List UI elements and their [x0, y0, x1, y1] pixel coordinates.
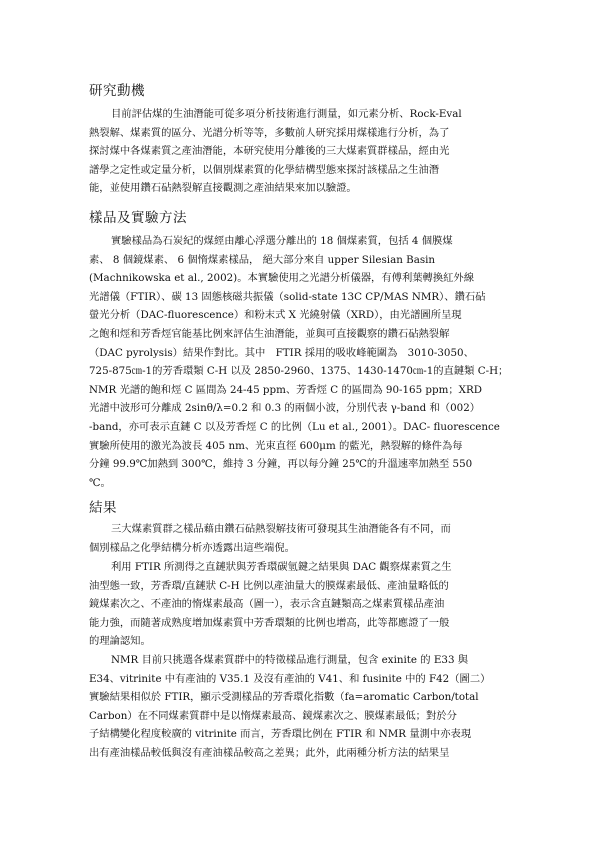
paragraph-results-3	[89, 651, 511, 763]
text-line: 探討煤中各煤素質之產油潛能，本研究使用分離後的三大煤素質群樣品，經由光	[89, 145, 450, 158]
text-line: 熱裂解、煤素質的區分、光譜分析等等，多數前人研究採用煤樣進行分析，為了	[89, 126, 450, 139]
paragraph-results-2	[89, 558, 511, 651]
text-line: 的理論認知。	[89, 635, 151, 648]
text-line: 實驗結果相似於 FTIR，顯示受測樣品的芳香環化指數（fa=aromatic Carbon/total	[89, 691, 479, 704]
text-line: 鏡煤素次之、不產油的惰煤素最高（圖一），表示含直鏈類高之煤素質樣品產油	[89, 598, 445, 611]
text-line: 子結構變化程度較廣的 vitrinite 而言，芳香環比例在 FTIR 和 NMR 量測中亦表現	[89, 728, 472, 741]
text-line: 光譜中波形可分離成 2sinθ/λ=0.2 和 0.3 的兩個小波，分別代表 γ-band 和（002）	[89, 402, 481, 415]
text-line: Carbon）在不同煤素質群中是以惰煤素最高、鏡煤素次之、膜煤素最低；對於分	[89, 709, 457, 722]
text-line: -band，亦可表示直鏈 C 以及芳香烴 C 的比例（Lu et al., 2001）。DAC- fluorescence	[89, 420, 500, 433]
section-heading-results: 結果	[89, 500, 117, 516]
text-line: ℃。	[89, 476, 111, 489]
section-heading-methods: 樣品及實驗方法	[89, 210, 187, 226]
text-line: 725-875㎝-1的芳香環類 C-H 以及 2850-2960、1375、1430-1470㎝-1的直鏈類 C-H；	[89, 365, 509, 378]
text-line: 素、 8 個鏡煤素、 6 個惰煤素樣品， 絕大部分來自 upper Silesian Basin	[89, 253, 436, 266]
text-line: 譜學之定性或定量分析，以個別煤素質的化學結構型態來探討該樣品之生油潛	[89, 163, 440, 176]
text-line: 光譜儀（FTIR）、碳 13 固態核磁共振儀（solid-state 13C CP/MAS NMR）、鑽石砧	[89, 290, 486, 303]
text-line: NMR 目前只挑選各煤素質群中的特徵樣品進行測量，包含 exinite 的 E33 與	[111, 654, 469, 666]
text-line: 利用 FTIR 所測得之直鏈狀與芳香環碳氫鍵之結果與 DAC 觀察煤素質之生	[111, 561, 452, 573]
text-line: 三大煤素質群之樣品藉由鑽石砧熱裂解技術可發現其生油潛能各有不同，而	[111, 523, 451, 535]
text-line: 個別樣品之化學結構分析亦透露出這些端倪。	[89, 541, 295, 554]
text-line: (Machnikowska et al., 2002)。本實驗使用之光譜分析儀器，有傅利葉轉換紅外線	[89, 272, 475, 285]
text-line: 出有產油樣品較低與沒有產油樣品較高之差異；此外，此兩種分析方法的結果呈	[89, 746, 450, 759]
paragraph-results-1	[89, 520, 511, 557]
text-line: 油型態一致，芳香環/直鏈狀 C-H 比例以產油量大的膜煤素最低、產油量略低的	[89, 579, 449, 592]
text-line: 實驗樣品為石炭紀的煤經由離心浮選分離出的 18 個煤素質，包括 4 個膜煤	[111, 235, 453, 247]
paragraph-methods	[89, 232, 511, 492]
text-line: 實驗所使用的激光為波長 405 nm、光束直徑 600μm 的藍光，熱裂解的條件為每	[89, 439, 463, 452]
text-line: 分鐘 99.9℃加熱到 300℃，維持 3 分鐘，再以每分鐘 25℃的升溫速率加熱至 550	[89, 458, 473, 471]
text-line: 螢光分析（DAC-fluorescence）和粉末式 X 光繞射儀（XRD），由光譜圖所呈現	[89, 309, 462, 322]
paragraph-motivation	[89, 105, 511, 198]
section-heading-motivation: 研究動機	[89, 83, 145, 99]
text-line: 目前評估煤的生油潛能可從多項分析技術進行測量，如元素分析、Rock-Eval	[111, 108, 462, 120]
text-line: NMR 光譜的飽和烴 C 區間為 24-45 ppm、芳香烴 C 的區間為 90-165 ppm；XRD	[89, 383, 483, 396]
text-line: 能，並使用鑽石砧熱裂解直接觀測之產油結果來加以驗證。	[89, 182, 357, 195]
text-line: 之飽和烴和芳香烴官能基比例來評估生油潛能，並與可直接觀察的鑽石砧熱裂解	[89, 327, 450, 340]
text-line: 能力強，而隨著成熟度增加煤素質中芳香環類的比例也增高，此等都應證了一般	[89, 616, 450, 629]
text-line: E34、vitrinite 中有產油的 V35.1 及沒有產油的 V41、和 fusinite 中的 F42（圖二）	[89, 672, 491, 685]
text-line: （DAC pyrolysis）結果作對比。其中 FTIR 採用的吸收峰範圍為 3010-3050、	[89, 346, 474, 359]
